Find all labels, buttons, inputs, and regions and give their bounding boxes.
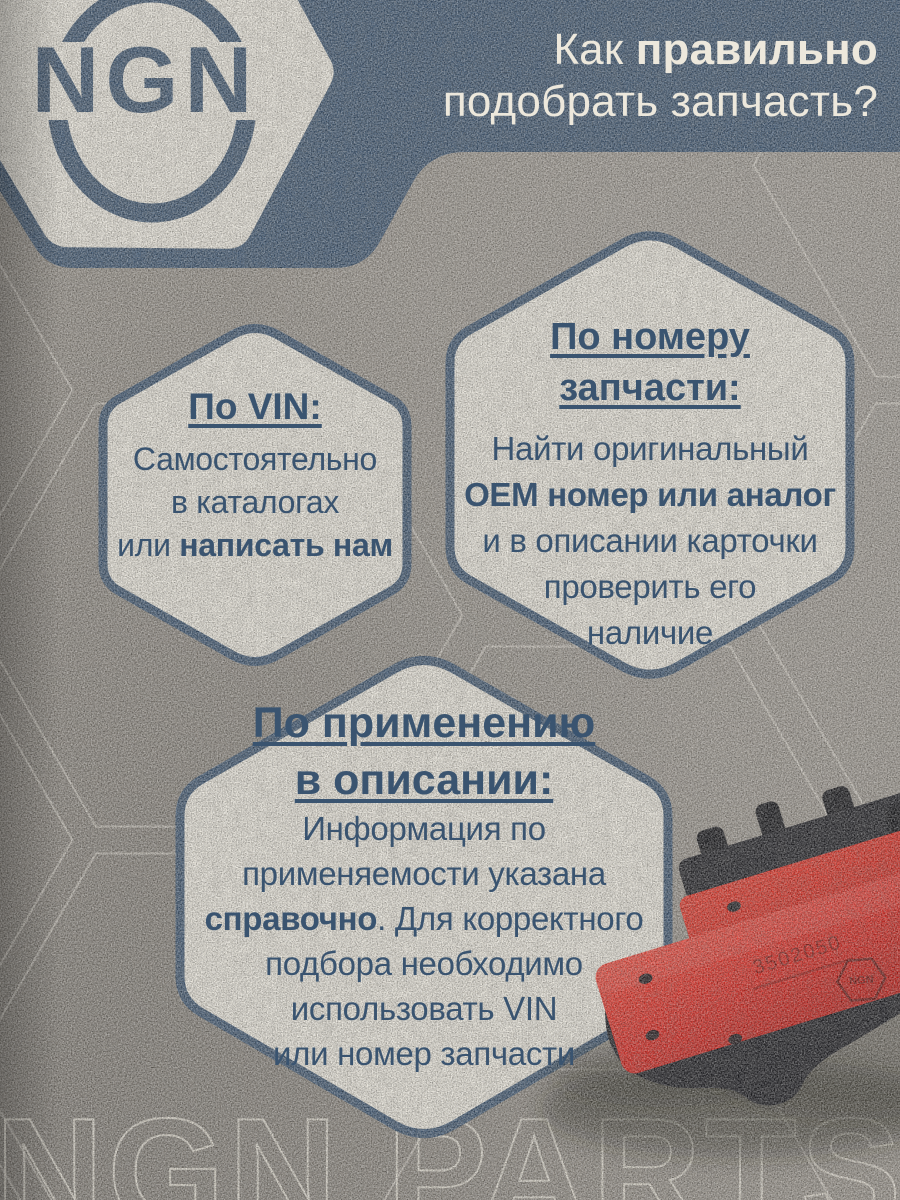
title-line1-regular: Как <box>553 25 624 74</box>
hex-number-title: По номеру запчасти: <box>550 316 750 409</box>
title-line1-bold: правильно <box>635 25 878 74</box>
hex-vin-title: По VIN: <box>188 386 322 427</box>
hex-application-title: По применению в описании: <box>252 699 596 804</box>
hex-number-body: Найти оригинальный OEM номер или аналог и в описании карточки проверить его наличие <box>464 430 836 651</box>
title-line2: подобрать запчасть? <box>442 77 878 126</box>
page-title <box>258 24 878 128</box>
hex-vin-body: Самостоятельно в каталогах или написать нам <box>117 441 393 563</box>
hex-application-body: Информация по применяемости указана справочно. Для корректного подбора необходимо использовать VIN или номер запчасти <box>204 810 644 1072</box>
